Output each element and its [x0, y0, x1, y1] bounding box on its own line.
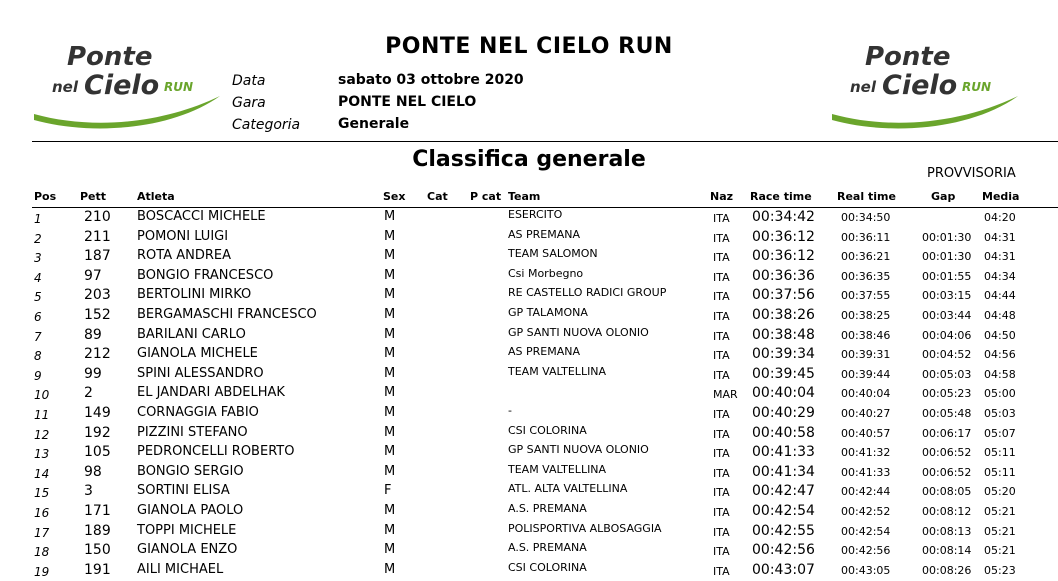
cell-pace: 05:21	[984, 524, 1016, 538]
cell-nation: ITA	[713, 564, 730, 578]
cell-bib: 211	[84, 228, 111, 245]
header-divider	[32, 141, 1058, 142]
cell-athlete: BOSCACCI MICHELE	[137, 209, 266, 224]
cell-bib: 150	[84, 542, 111, 559]
col-header-race-time: Race time	[750, 190, 812, 203]
cell-race-time: 00:40:04	[752, 385, 815, 402]
cell-pace: 05:11	[984, 465, 1016, 479]
cell-race-time: 00:43:07	[752, 561, 815, 578]
cell-pace: 04:50	[984, 328, 1016, 342]
col-header-real-time: Real time	[837, 190, 896, 203]
cell-nation: ITA	[713, 310, 730, 323]
cell-nation: ITA	[713, 212, 730, 225]
cell-position: 13	[34, 447, 50, 462]
cell-team: ATL. ALTA VALTELLINA	[508, 482, 628, 496]
cell-bib: 171	[84, 503, 111, 519]
cell-athlete: TOPPI MICHELE	[137, 522, 237, 538]
cell-position: 10	[34, 388, 50, 403]
cell-real-time: 00:40:57	[841, 426, 891, 440]
cell-athlete: SORTINI ELISA	[137, 483, 230, 499]
table-row	[0, 229, 1058, 249]
cell-pace: 05:03	[984, 407, 1016, 420]
cell-athlete: CORNAGGIA FABIO	[137, 405, 259, 420]
table-row	[0, 346, 1058, 366]
cell-bib: 3	[84, 483, 93, 500]
cell-real-time: 00:36:35	[841, 269, 891, 283]
logo-word-ponte: Ponte	[67, 42, 153, 72]
cell-gap: 00:03:15	[922, 289, 972, 303]
table-row	[0, 542, 1058, 562]
cell-pace: 04:56	[984, 348, 1016, 362]
cell-position: 16	[34, 506, 50, 520]
cell-gap: 00:05:48	[922, 407, 972, 420]
table-row	[0, 307, 1058, 327]
cell-gap: 00:04:52	[922, 348, 972, 362]
logo-swoosh-icon	[830, 90, 1020, 132]
cell-gap: 00:05:23	[922, 387, 972, 401]
cell-athlete: POMONI LUIGI	[137, 228, 229, 244]
cell-race-time: 00:39:34	[752, 346, 815, 363]
cell-real-time: 00:42:44	[841, 485, 891, 499]
cell-bib: 191	[84, 561, 111, 578]
table-row	[0, 503, 1058, 523]
cell-nation: ITA	[713, 427, 730, 441]
cell-sex: M	[384, 444, 396, 460]
cell-gap: 00:01:30	[922, 230, 972, 244]
cell-race-time: 00:34:42	[752, 209, 815, 225]
cell-real-time: 00:41:33	[841, 465, 891, 479]
cell-bib: 98	[84, 463, 102, 480]
cell-pace: 04:34	[984, 269, 1016, 283]
cell-team: GP SANTI NUOVA OLONIO	[508, 325, 649, 339]
cell-sex: M	[384, 561, 396, 577]
cell-sex: M	[384, 385, 396, 401]
cell-nation: ITA	[713, 447, 730, 461]
table-row	[0, 405, 1058, 425]
table-row	[0, 444, 1058, 464]
cell-nation: ITA	[713, 545, 730, 559]
cell-team: CSI COLORINA	[508, 423, 587, 437]
cell-nation: ITA	[713, 466, 730, 480]
cell-race-time: 00:37:56	[752, 287, 815, 304]
cell-position: 1	[34, 212, 42, 226]
cell-race-time: 00:38:48	[752, 326, 815, 343]
cell-team: TEAM SALOMON	[508, 247, 598, 261]
cell-team: TEAM VALTELLINA	[508, 462, 607, 476]
cell-nation: ITA	[713, 231, 730, 245]
logo-swoosh-icon	[32, 90, 222, 132]
cell-nation: MAR	[713, 388, 738, 402]
cell-gap: 00:08:13	[922, 524, 972, 538]
cell-team: TEAM VALTELLINA	[508, 364, 607, 378]
cell-team: -	[508, 404, 512, 417]
cell-team: Csi Morbegno	[508, 266, 584, 280]
cell-pace: 04:31	[984, 250, 1016, 264]
cell-athlete: AILI MICHAEL	[137, 561, 224, 577]
cell-real-time: 00:42:56	[841, 544, 891, 558]
table-row	[0, 523, 1058, 543]
cell-position: 7	[34, 329, 42, 344]
cell-position: 12	[34, 427, 50, 442]
col-header-cat: Cat	[427, 190, 448, 203]
cell-athlete: PEDRONCELLI ROBERTO	[137, 444, 295, 460]
cell-nation: ITA	[713, 329, 730, 343]
event-title: PONTE NEL CIELO RUN	[385, 34, 673, 59]
cell-sex: M	[384, 209, 396, 224]
cell-team: A.S. PREMANA	[508, 502, 587, 515]
section-title: Classifica generale	[412, 147, 646, 172]
cell-pace: 05:20	[984, 485, 1016, 499]
logo-word-nel: nel	[52, 78, 78, 96]
cell-sex: M	[384, 463, 396, 479]
cell-sex: M	[384, 267, 396, 283]
cell-race-time: 00:41:34	[752, 463, 815, 480]
cell-athlete: ROTA ANDREA	[137, 248, 231, 264]
cell-real-time: 00:42:54	[841, 524, 891, 538]
cell-athlete: GIANOLA MICHELE	[137, 346, 258, 362]
cell-bib: 152	[84, 307, 111, 323]
cell-gap: 00:06:52	[922, 446, 972, 460]
col-header-team: Team	[508, 190, 541, 203]
cell-real-time: 00:34:50	[841, 211, 891, 224]
col-header-gap: Gap	[931, 190, 956, 203]
cell-bib: 97	[84, 267, 102, 284]
cell-team: POLISPORTIVA ALBOSAGGIA	[508, 521, 662, 535]
cell-pace: 05:23	[984, 563, 1016, 577]
cell-bib: 192	[84, 424, 111, 441]
cell-race-time: 00:39:45	[752, 365, 815, 382]
cell-nation: ITA	[713, 506, 730, 519]
cell-race-time: 00:40:58	[752, 424, 815, 441]
cell-bib: 105	[84, 444, 111, 461]
cell-athlete: PIZZINI STEFANO	[137, 424, 248, 440]
info-label-data: Data	[232, 73, 266, 89]
cell-race-time: 00:36:36	[752, 267, 815, 284]
cell-athlete: SPINI ALESSANDRO	[137, 365, 264, 381]
cell-race-time: 00:36:12	[752, 248, 815, 265]
cell-gap: 00:08:14	[922, 544, 972, 558]
cell-sex: M	[384, 248, 396, 264]
cell-bib: 89	[84, 326, 102, 343]
cell-race-time: 00:42:54	[752, 503, 815, 519]
cell-sex: M	[384, 542, 396, 558]
info-value-gara: PONTE NEL CIELO	[338, 94, 477, 110]
cell-team: A.S. PREMANA	[508, 541, 587, 555]
status-badge: PROVVISORIA	[927, 166, 1016, 181]
cell-gap: 00:08:12	[922, 505, 972, 518]
table-row	[0, 366, 1058, 386]
cell-real-time: 00:36:21	[841, 250, 891, 264]
cell-pace: 05:00	[984, 387, 1016, 401]
cell-gap: 00:06:52	[922, 465, 972, 479]
cell-position: 11	[34, 408, 50, 422]
cell-real-time: 00:38:25	[841, 309, 891, 322]
cell-athlete: GIANOLA PAOLO	[137, 503, 244, 518]
table-row	[0, 562, 1058, 581]
cell-race-time: 00:42:47	[752, 483, 815, 500]
cell-sex: M	[384, 522, 396, 538]
cell-position: 18	[34, 545, 50, 560]
table-row	[0, 287, 1058, 307]
cell-nation: ITA	[713, 349, 730, 363]
col-header-pett: Pett	[80, 190, 107, 203]
info-label-categoria: Categoria	[232, 117, 301, 133]
cell-sex: M	[384, 424, 396, 440]
info-value-categoria: Generale	[338, 116, 410, 132]
cell-position: 15	[34, 486, 50, 501]
cell-nation: ITA	[713, 290, 730, 304]
table-row	[0, 209, 1058, 229]
cell-position: 14	[34, 466, 50, 481]
cell-pace: 05:07	[984, 426, 1016, 440]
cell-gap: 00:06:17	[922, 426, 972, 440]
cell-pace: 04:44	[984, 289, 1016, 303]
cell-bib: 212	[84, 346, 111, 363]
cell-real-time: 00:39:31	[841, 348, 891, 362]
cell-bib: 210	[84, 209, 111, 225]
info-value-data: sabato 03 ottobre 2020	[338, 72, 524, 88]
cell-position: 9	[34, 368, 42, 383]
cell-position: 4	[34, 270, 42, 285]
logo-word-cielo: Cielo	[84, 70, 160, 101]
cell-sex: M	[384, 307, 396, 322]
cell-nation: ITA	[713, 486, 730, 500]
cell-bib: 203	[84, 287, 111, 304]
cell-sex: F	[384, 483, 392, 499]
logo-word-run: RUN	[164, 80, 194, 94]
cell-real-time: 00:39:44	[841, 367, 891, 381]
cell-athlete: BARILANI CARLO	[137, 326, 246, 342]
table-row	[0, 268, 1058, 288]
cell-real-time: 00:43:05	[841, 563, 891, 577]
col-header-atleta: Atleta	[137, 190, 175, 203]
cell-athlete: BERTOLINI MIRKO	[137, 287, 252, 303]
cell-pace: 04:48	[984, 309, 1016, 322]
cell-team: ESERCITO	[508, 208, 563, 221]
col-header-pcat: P cat	[470, 190, 502, 203]
table-row	[0, 483, 1058, 503]
cell-sex: M	[384, 228, 396, 244]
cell-position: 5	[34, 290, 42, 305]
cell-gap: 00:03:44	[922, 309, 972, 322]
logo-word-nel: nel	[850, 78, 876, 96]
cell-position: 6	[34, 310, 42, 324]
cell-sex: M	[384, 346, 396, 362]
table-row	[0, 464, 1058, 484]
cell-athlete: EL JANDARI ABDELHAK	[137, 385, 285, 401]
cell-team: AS PREMANA	[508, 227, 580, 241]
cell-position: 17	[34, 525, 50, 540]
cell-gap: 00:04:06	[922, 328, 972, 342]
cell-real-time: 00:42:52	[841, 505, 891, 518]
cell-position: 3	[34, 251, 42, 266]
cell-gap: 00:01:30	[922, 250, 972, 264]
cell-bib: 187	[84, 248, 111, 265]
cell-pace: 05:11	[984, 446, 1016, 460]
cell-sex: M	[384, 365, 396, 381]
cell-race-time: 00:41:33	[752, 444, 815, 461]
cell-bib: 189	[84, 522, 111, 539]
col-header-naz: Naz	[710, 190, 734, 203]
table-row	[0, 425, 1058, 445]
cell-gap: 00:08:26	[922, 563, 972, 577]
cell-team: GP SANTI NUOVA OLONIO	[508, 443, 649, 457]
cell-bib: 2	[84, 385, 93, 402]
cell-team: RE CASTELLO RADICI GROUP	[508, 286, 667, 300]
col-header-sex: Sex	[383, 190, 406, 203]
cell-race-time: 00:38:26	[752, 307, 815, 323]
cell-race-time: 00:36:12	[752, 228, 815, 245]
cell-position: 19	[34, 564, 50, 579]
cell-real-time: 00:38:46	[841, 328, 891, 342]
logo-word-cielo: Cielo	[882, 70, 958, 101]
cell-sex: M	[384, 503, 396, 518]
cell-pace: 05:21	[984, 505, 1016, 518]
cell-bib: 149	[84, 405, 111, 421]
cell-gap: 00:08:05	[922, 485, 972, 499]
cell-athlete: BERGAMASCHI FRANCESCO	[137, 307, 317, 322]
col-header-media: Media	[982, 190, 1020, 203]
cell-real-time: 00:36:11	[841, 230, 891, 244]
cell-real-time: 00:40:27	[841, 407, 891, 420]
cell-sex: M	[384, 287, 396, 303]
cell-team: CSI COLORINA	[508, 560, 587, 574]
logo-word-run: RUN	[962, 80, 992, 94]
cell-nation: ITA	[713, 270, 730, 284]
cell-nation: ITA	[713, 251, 730, 265]
cell-position: 8	[34, 349, 42, 364]
cell-race-time: 00:42:55	[752, 522, 815, 539]
logo-word-ponte: Ponte	[865, 42, 951, 72]
cell-sex: M	[384, 326, 396, 342]
cell-bib: 99	[84, 365, 102, 382]
cell-athlete: GIANOLA ENZO	[137, 542, 238, 558]
table-row	[0, 327, 1058, 347]
cell-team: GP TALAMONA	[508, 306, 588, 319]
cell-race-time: 00:42:56	[752, 542, 815, 559]
cell-pace: 05:21	[984, 544, 1016, 558]
cell-nation: ITA	[713, 368, 730, 382]
cell-real-time: 00:37:55	[841, 289, 891, 303]
cell-team: AS PREMANA	[508, 345, 580, 359]
table-row	[0, 385, 1058, 405]
cell-gap: 00:05:03	[922, 367, 972, 381]
table-row	[0, 248, 1058, 268]
col-header-pos: Pos	[34, 190, 57, 203]
cell-athlete: BONGIO SERGIO	[137, 463, 244, 479]
cell-athlete: BONGIO FRANCESCO	[137, 267, 274, 283]
cell-gap: 00:01:55	[922, 269, 972, 283]
cell-position: 2	[34, 231, 42, 246]
cell-race-time: 00:40:29	[752, 405, 815, 421]
cell-nation: ITA	[713, 408, 730, 421]
cell-sex: M	[384, 405, 396, 420]
cell-nation: ITA	[713, 525, 730, 539]
cell-real-time: 00:40:04	[841, 387, 891, 401]
cell-pace: 04:20	[984, 211, 1016, 224]
info-label-gara: Gara	[232, 95, 266, 111]
cell-pace: 04:31	[984, 230, 1016, 244]
cell-pace: 04:58	[984, 367, 1016, 381]
cell-real-time: 00:41:32	[841, 446, 891, 460]
